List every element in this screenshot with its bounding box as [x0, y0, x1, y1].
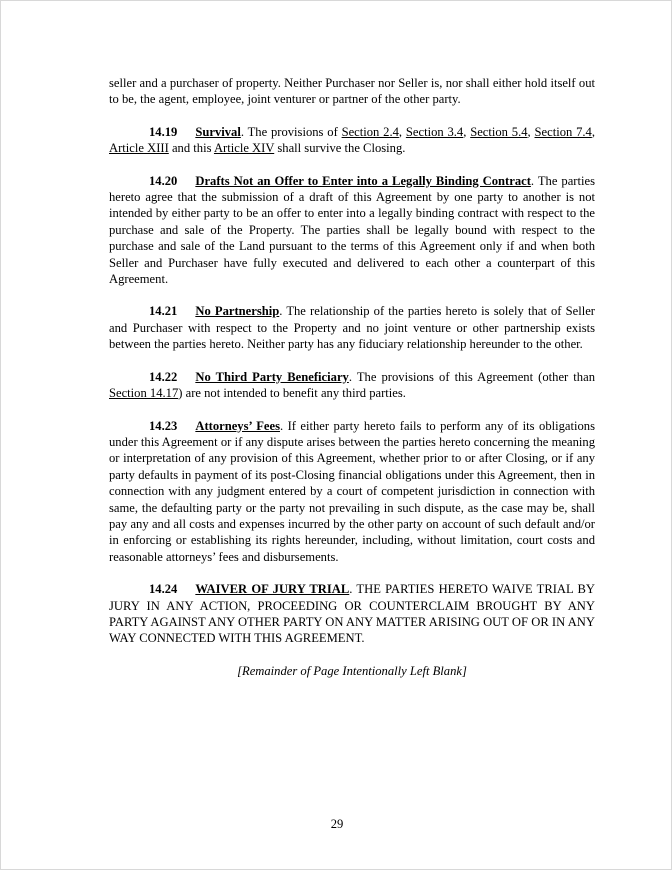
document-body: [109, 75, 595, 695]
section-heading: Survival: [195, 124, 241, 139]
section-reference: Section 14.17: [109, 386, 179, 401]
section-14-21: [109, 303, 595, 352]
section-heading: WAIVER OF JURY TRIAL: [195, 582, 350, 597]
separator: ,: [398, 124, 406, 139]
section-14-20: [109, 173, 595, 288]
section-reference: Section 5.4: [470, 124, 528, 139]
section-heading: No Partnership: [195, 304, 280, 319]
section-14-23: [109, 418, 595, 566]
article-reference: Article XIV: [213, 141, 275, 156]
section-reference: Section 3.4: [405, 124, 464, 139]
page-number: 29: [330, 817, 344, 831]
section-text: . The provisions of: [240, 124, 342, 139]
section-14-24: [109, 581, 595, 647]
section-14-19: [109, 124, 595, 157]
separator: ,: [463, 124, 471, 139]
section-heading: Attorneys’ Fees: [195, 418, 280, 433]
section-reference: Section 7.4: [534, 124, 592, 139]
section-heading: Drafts Not an Offer to Enter into a Legally Binding Contract: [195, 173, 531, 188]
section-14-22: [109, 369, 595, 402]
section-text: . The parties hereto agree that the submission of a draft of this Agreement by one party to another is not intended by either party to be an offer to enter into a legally binding contract with respect to the purchase and sale of the Property. The parties shall be legally bound with respect to the purchase and sale of the Land pursuant to the terms of this Agreement only if and when both Seller and Purchaser have fully executed and delivered to each other a counterpart of this Agreement.: [109, 173, 595, 287]
intro-paragraph: [109, 75, 595, 108]
section-text: . The provisions of this Agreement (other than: [348, 369, 595, 384]
section-text: ) are not intended to benefit any third parties.: [178, 386, 406, 401]
separator: ,: [591, 124, 596, 139]
intro-text: seller and a purchaser of property. Neither Purchaser nor Seller is, nor shall either hold itself out to be, the agent, employee, joint venturer or partner of the other party.: [109, 76, 595, 107]
section-number: 14.21: [149, 304, 178, 319]
section-number: 14.20: [149, 173, 178, 188]
section-text: . If either party hereto fails to perform any of its obligations under this Agreement or if any dispute arises between the parties hereto concerning the meaning or interpretation of any provision of this Agreement, whether prior to or after Closing, or if any party defaults in payment of its post-Closing financial obligations under this Agreement, then in connection with any judgment entered by a court of competent jurisdiction in connection with same, the defaulting party or the party not prevailing in such dispute, as the case may be, shall pay any and all costs and expenses incurred by the other party on account of such default and/or in enforcing or establishing its rights hereunder, including, without limitation, court costs and reasonable attorneys’ fees and disbursements.: [109, 418, 595, 564]
section-text: . THE PARTIES HERETO WAIVE TRIAL BY JURY IN ANY ACTION, PROCEEDING OR COUNTERCLAIM BROUGHT BY ANY PARTY AGAINST ANY OTHER PARTY ON ANY MATTER ARISING OUT OF OR IN ANY WAY CONNECTED WITH THIS AGREEMENT.: [109, 582, 595, 646]
separator: ,: [527, 124, 535, 139]
section-text: shall survive the Closing.: [274, 141, 406, 156]
section-number: 14.24: [149, 582, 178, 597]
remainder-note: [Remainder of Page Intentionally Left Blank]: [237, 663, 467, 678]
article-reference: Article XIII: [109, 141, 169, 156]
section-text: . The relationship of the parties hereto is solely that of Seller and Purchaser with respect to the Property and no joint venture or other partnership exists between the parties hereto. Neither party has any fiduciary relationship hereunder to the other.: [109, 304, 595, 352]
section-text: and this: [168, 141, 214, 156]
section-number: 14.19: [149, 124, 178, 139]
section-number: 14.22: [149, 369, 178, 384]
section-number: 14.23: [149, 418, 178, 433]
section-reference: Section 2.4: [341, 124, 399, 139]
section-heading: No Third Party Beneficiary: [195, 369, 349, 384]
